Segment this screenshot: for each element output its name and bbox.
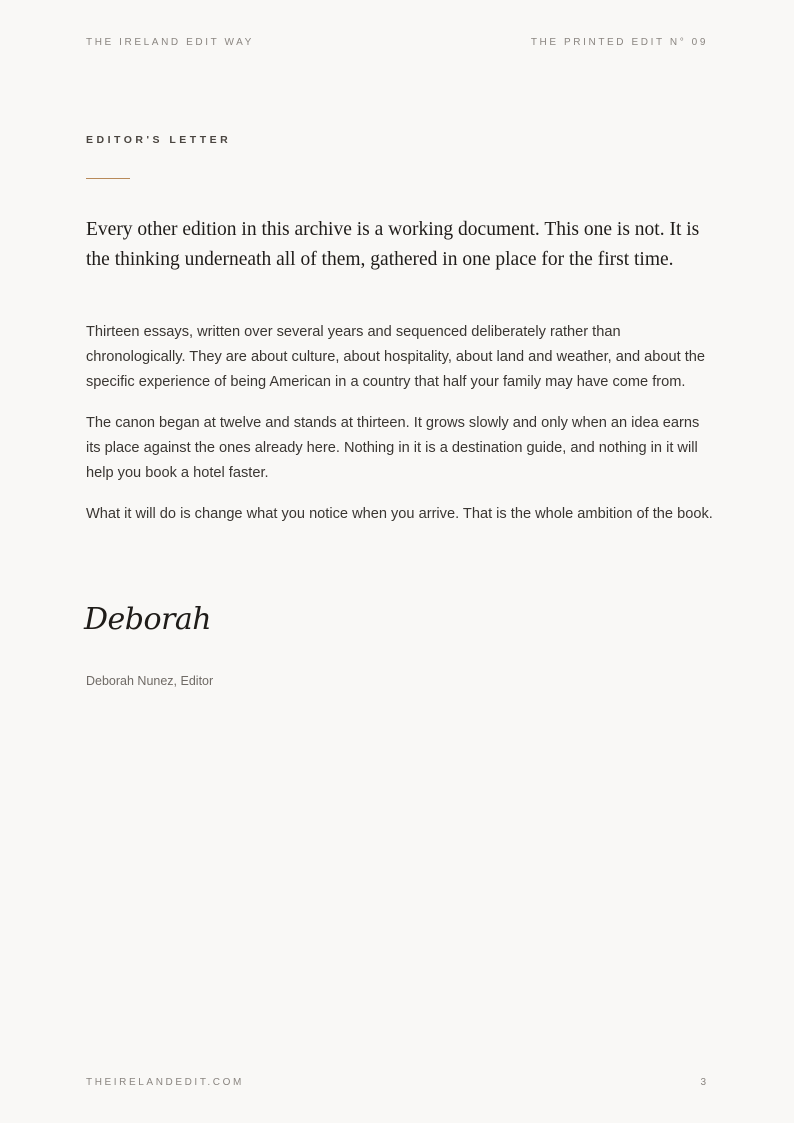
running-header <box>86 37 708 48</box>
body-paragraph: The canon began at twelve and stands at thirteen. It grows slowly and only when an idea earns its place against the ones already here. Nothing in it is a destination guide, and nothing in it will help you book a hotel faster. <box>86 415 700 481</box>
letter-body <box>86 320 714 543</box>
accent-divider <box>86 178 130 179</box>
body-paragraph: Thirteen essays, written over several years and sequenced deliberately rather than chronologically. They are about culture, about hospitality, about land and weather, and about the specific experience of being American in a country that half your family may have come from. <box>86 324 706 390</box>
running-footer <box>86 1077 706 1088</box>
page-number: 3 <box>700 1077 706 1088</box>
header-publication: THE IRELAND EDIT WAY <box>86 37 254 48</box>
lede-paragraph: Every other edition in this archive is a working document. This one is not. It is the thinking underneath all of them, gathered in one place for the first time. <box>86 219 700 270</box>
signoff-name: Deborah Nunez, Editor <box>86 674 214 688</box>
body-paragraph: What it will do is change what you notice when you arrive. That is the whole ambition of the book. <box>86 506 713 522</box>
handwritten-signature: Deborah <box>84 602 212 637</box>
section-kicker: EDITOR'S LETTER <box>86 134 232 146</box>
header-edition: THE PRINTED EDIT N° 09 <box>530 37 708 48</box>
footer-website: THEIRELANDEDIT.COM <box>86 1077 244 1088</box>
